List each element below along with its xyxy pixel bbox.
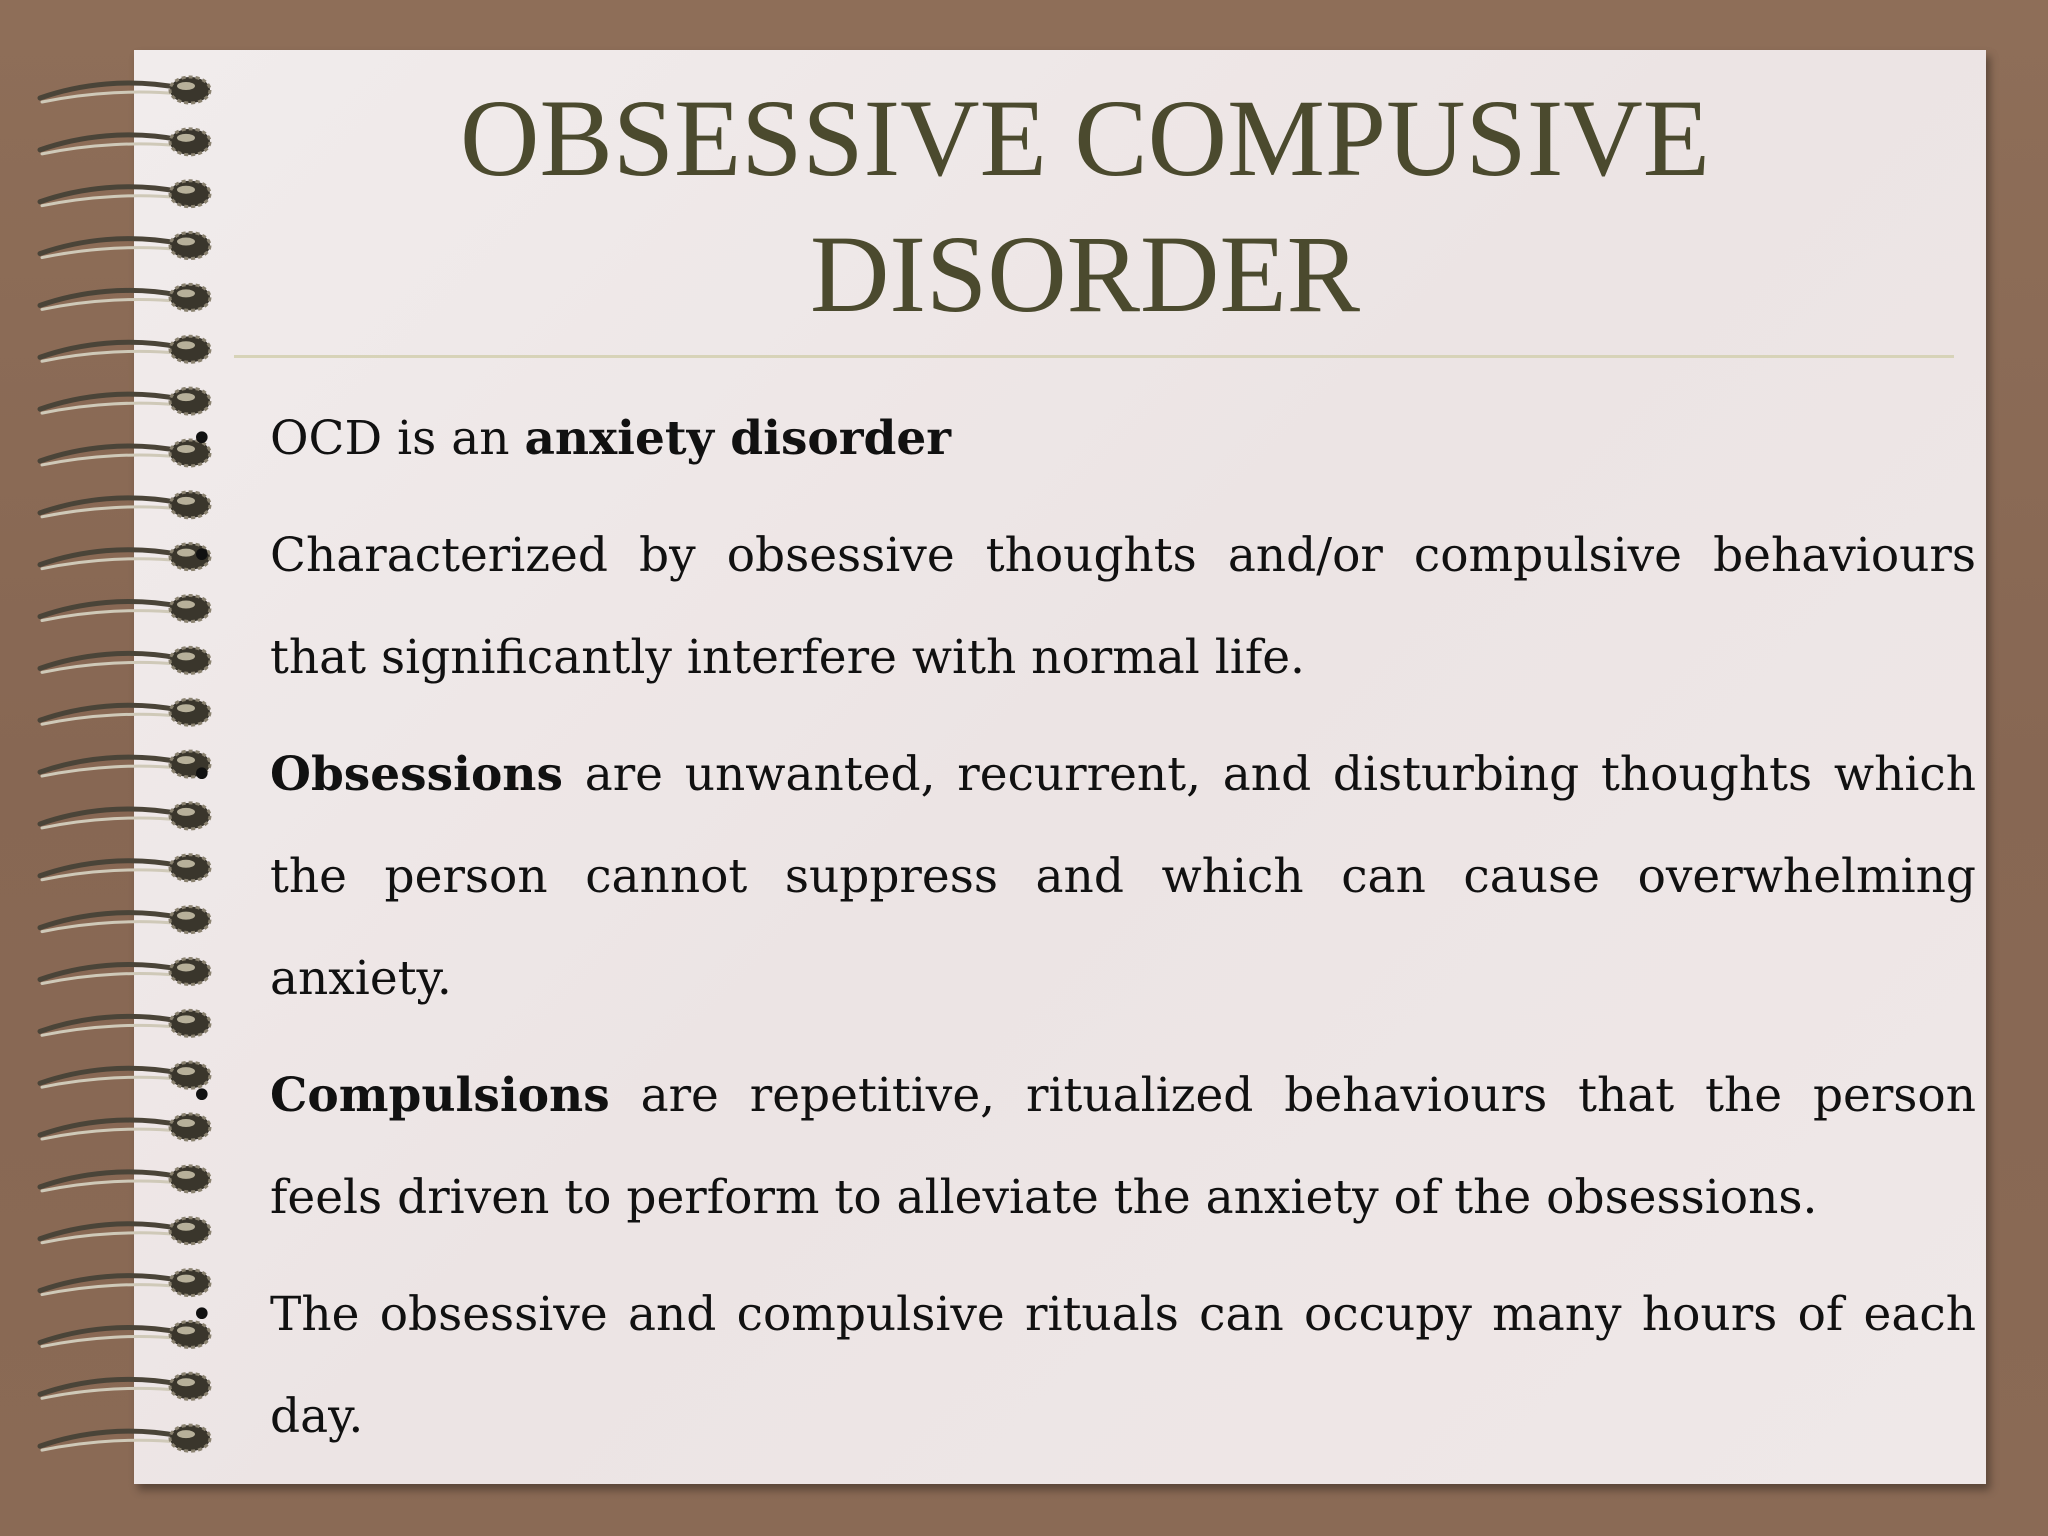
bullet-bold-text: Obsessions — [270, 747, 563, 802]
bullet-dot-icon: • — [190, 416, 214, 462]
bullet-dot-icon: • — [190, 1292, 214, 1338]
bullet-text: OCD is an — [270, 411, 525, 466]
bullet-bold-text: anxiety disorder — [524, 411, 952, 466]
spiral-ring — [40, 77, 210, 103]
spiral-ring — [40, 129, 210, 155]
bullet-list — [184, 388, 1976, 1483]
spiral-ring — [40, 181, 210, 207]
title-line-1: OBSESSIVE COMPUSIVE — [460, 77, 1710, 199]
bullet-item — [184, 724, 1976, 1030]
title-divider — [234, 355, 1954, 358]
bullet-dot-icon: • — [190, 752, 214, 798]
bullet-text: are repetitive, ritualized behaviours that the person feels driven to perform to alleviate the anxiety of the obsessions. — [270, 1068, 1976, 1225]
spiral-ring — [40, 233, 210, 259]
bullet-item — [184, 1045, 1976, 1249]
bullet-text: are unwanted, recurrent, and disturbing thoughts which the person cannot suppress and which can cause overwhelming anxiety. — [270, 747, 1976, 1006]
bullet-dot-icon: • — [190, 533, 214, 579]
slide-title — [280, 70, 1890, 342]
title-line-2: DISORDER — [809, 213, 1361, 335]
bullet-item — [184, 388, 1976, 490]
bullet-item — [184, 1264, 1976, 1468]
bullet-text: Characterized by obsessive thoughts and/or compulsive behaviours that significantly interfere with normal life. — [270, 528, 1976, 685]
bullet-item — [184, 505, 1976, 709]
bullet-bold-text: Compulsions — [270, 1068, 610, 1123]
spiral-ring — [40, 284, 210, 310]
spiral-ring — [40, 336, 210, 362]
bullet-text: The obsessive and compulsive rituals can occupy many hours of each day. — [270, 1287, 1976, 1444]
bullet-dot-icon: • — [190, 1073, 214, 1119]
